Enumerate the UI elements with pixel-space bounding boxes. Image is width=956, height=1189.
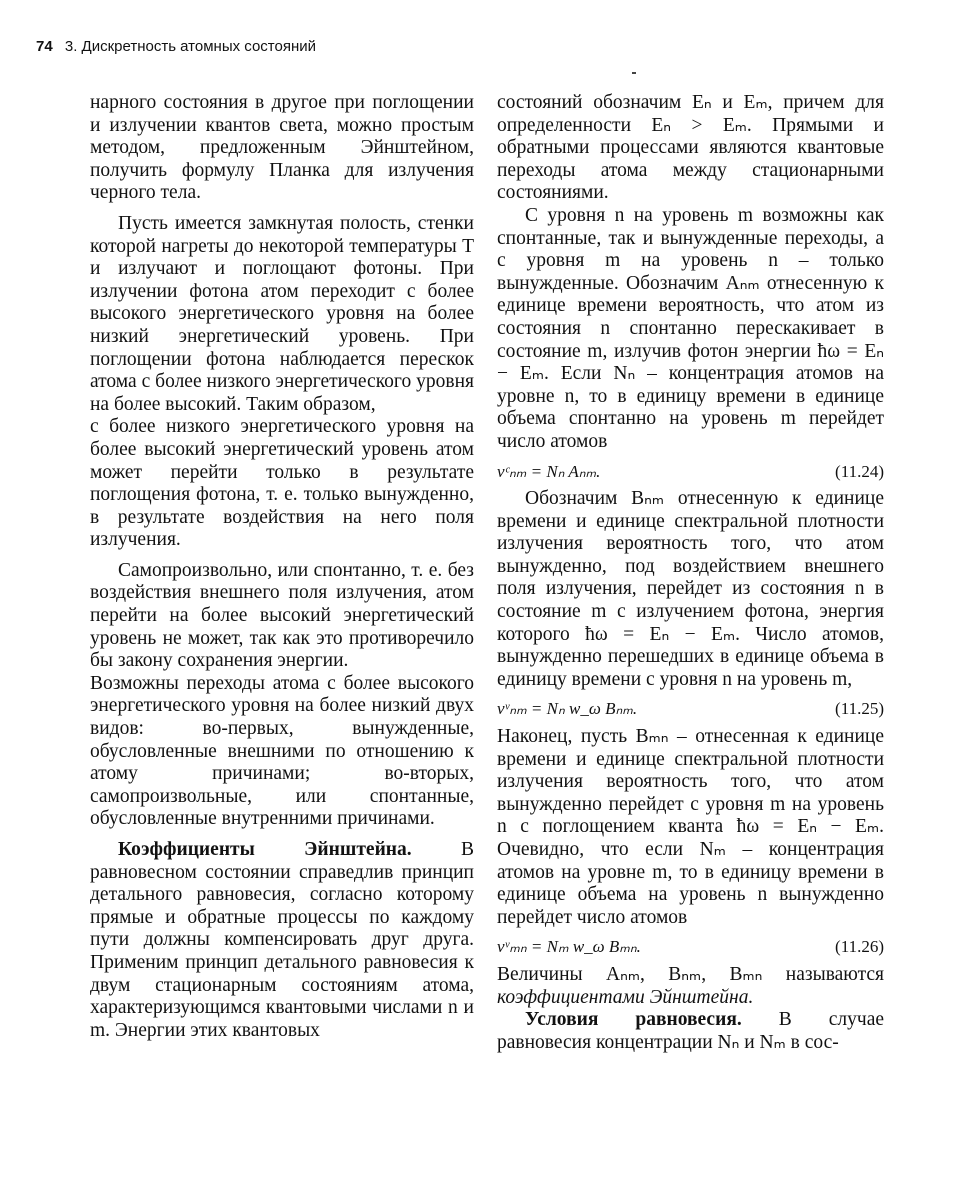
equation-number: (11.25) xyxy=(835,699,884,719)
paragraph: с более низкого энергетического уровня на более высокий энергетический уровень атом может перейти только в результате поглощения фотона, т. е. только вынужденно, в результате воздействия на него поля излучения. xyxy=(90,416,474,551)
equation-number: (11.24) xyxy=(835,461,884,481)
paragraph: Самопроизвольно, или спонтанно, т. е. без воздействия внешнего поля излучения, атом перейти на более высокий энергетический уровень не может, так как это противоречило бы закону сохранения энергии. xyxy=(90,559,474,672)
paragraph: С уровня n на уровень m возможны как спонтанные, так и вынужденные переходы, а с уровня m на уровень n – только вынужденные. Обозначим Aₙₘ отнесенную к единице времени вероятность, что атом из состояния n спонтанно перескакивает в состояние m, излучив фотон энергии ħω = Eₙ − Eₘ. Если Nₙ – концентрация атомов на уровне n, то в единицу времени в единице объема спонтанно на уровень m перейдет число атомов xyxy=(497,204,884,452)
equation-body: νᵛₘₙ = Nₘ w_ω Bₘₙ. xyxy=(497,937,641,957)
equation xyxy=(497,936,884,959)
section-heading: Коэффициенты Эйнштейна. xyxy=(118,839,412,860)
equation xyxy=(497,698,884,721)
equation xyxy=(497,461,884,484)
paragraph xyxy=(497,964,884,1009)
paragraph: нарного состояния в другое при поглощении и излучении квантов света, можно простым методом, предложенным Эйнштейном, получить формулу Планка для излучения черного тела. xyxy=(90,92,474,204)
paragraph-text: Величины Aₙₘ, Bₙₘ, Bₘₙ называются xyxy=(497,963,884,985)
equation-body: νᵛₙₘ = Nₙ w_ω Bₙₘ. xyxy=(497,699,638,719)
left-column xyxy=(90,92,474,1042)
equation-number: (11.26) xyxy=(835,937,884,957)
emphasized-term: коэффициентами Эйнштейна. xyxy=(497,986,754,1008)
print-speck xyxy=(632,72,636,74)
paragraph: Возможны переходы атома с более высокого энергетического уровня на более низкий двух видов: во-первых, вынужденные, обусловленные внешними по отношению к атому причинами; во-вторых, самопроизвольные, или спонтанные, обусловленные внутренними причинами. xyxy=(90,672,474,830)
running-header xyxy=(36,38,316,55)
equation-body: νᶜₙₘ = Nₙ Aₙₘ. xyxy=(497,461,601,481)
paragraph: Наконец, пусть Bₘₙ – отнесенная к единице времени и единице спектральной плотности излучения вероятность того, что атом вынужденно перейдет с уровня m на уровень n с поглощением кванта ħω = Eₙ − Eₘ. Очевидно, что если Nₘ – концентрация атомов на уровне m, то в единицу времени в единице объема на уровень n вынужденно перейдет число атомов xyxy=(497,726,884,928)
paragraph: Обозначим Bₙₘ отнесенную к единице времени и единице спектральной плотности излучения вероятность того, что атом вынужденно, под воздействием внешнего поля излучения, перейдет из состояния n в состояние m с излучением фотона, энергия которого ħω = Eₙ − Eₘ. Число атомов, вынужденно перешедших в единице объема в единицу времени с уровня n на уровень m, xyxy=(497,488,884,690)
chapter-title: 3. Дискретность атомных состояний xyxy=(64,38,316,55)
paragraph-text: В равновесном состоянии справедлив принцип детального равновесия, согласно которому прямые и обратные процессы по каждому пути должны компенсировать друг друга. Применим принцип детального равновесия к двум стационарным состояниям атома, характеризующимся квантовыми числами n и m. Энергии этих квантовых xyxy=(90,839,474,1041)
right-column xyxy=(497,92,884,1054)
paragraph xyxy=(90,839,474,1042)
page-number: 74 xyxy=(36,38,53,55)
paragraph: состояний обозначим Eₙ и Eₘ, причем для определенности Eₙ > Eₘ. Прямыми и обратными процессами являются квантовые переходы атома между стационарными состояниями. xyxy=(497,92,884,204)
paragraph-text: В случае равновесия концентрации Nₙ и Nₘ в сос- xyxy=(497,1009,884,1053)
section-heading: Условия равновесия. xyxy=(525,1009,742,1031)
paragraph xyxy=(497,1009,884,1054)
paragraph: Пусть имеется замкнутая полость, стенки которой нагреты до некоторой температуры T и излучают и поглощают фотоны. При излучении фотона атом переходит с более высокого энергетического уровня на более низкий энергетический уровень. При поглощении фотона наблюдается перескок атома с более низкого энергетического уровня на более высокий. Таким образом, xyxy=(90,212,474,415)
